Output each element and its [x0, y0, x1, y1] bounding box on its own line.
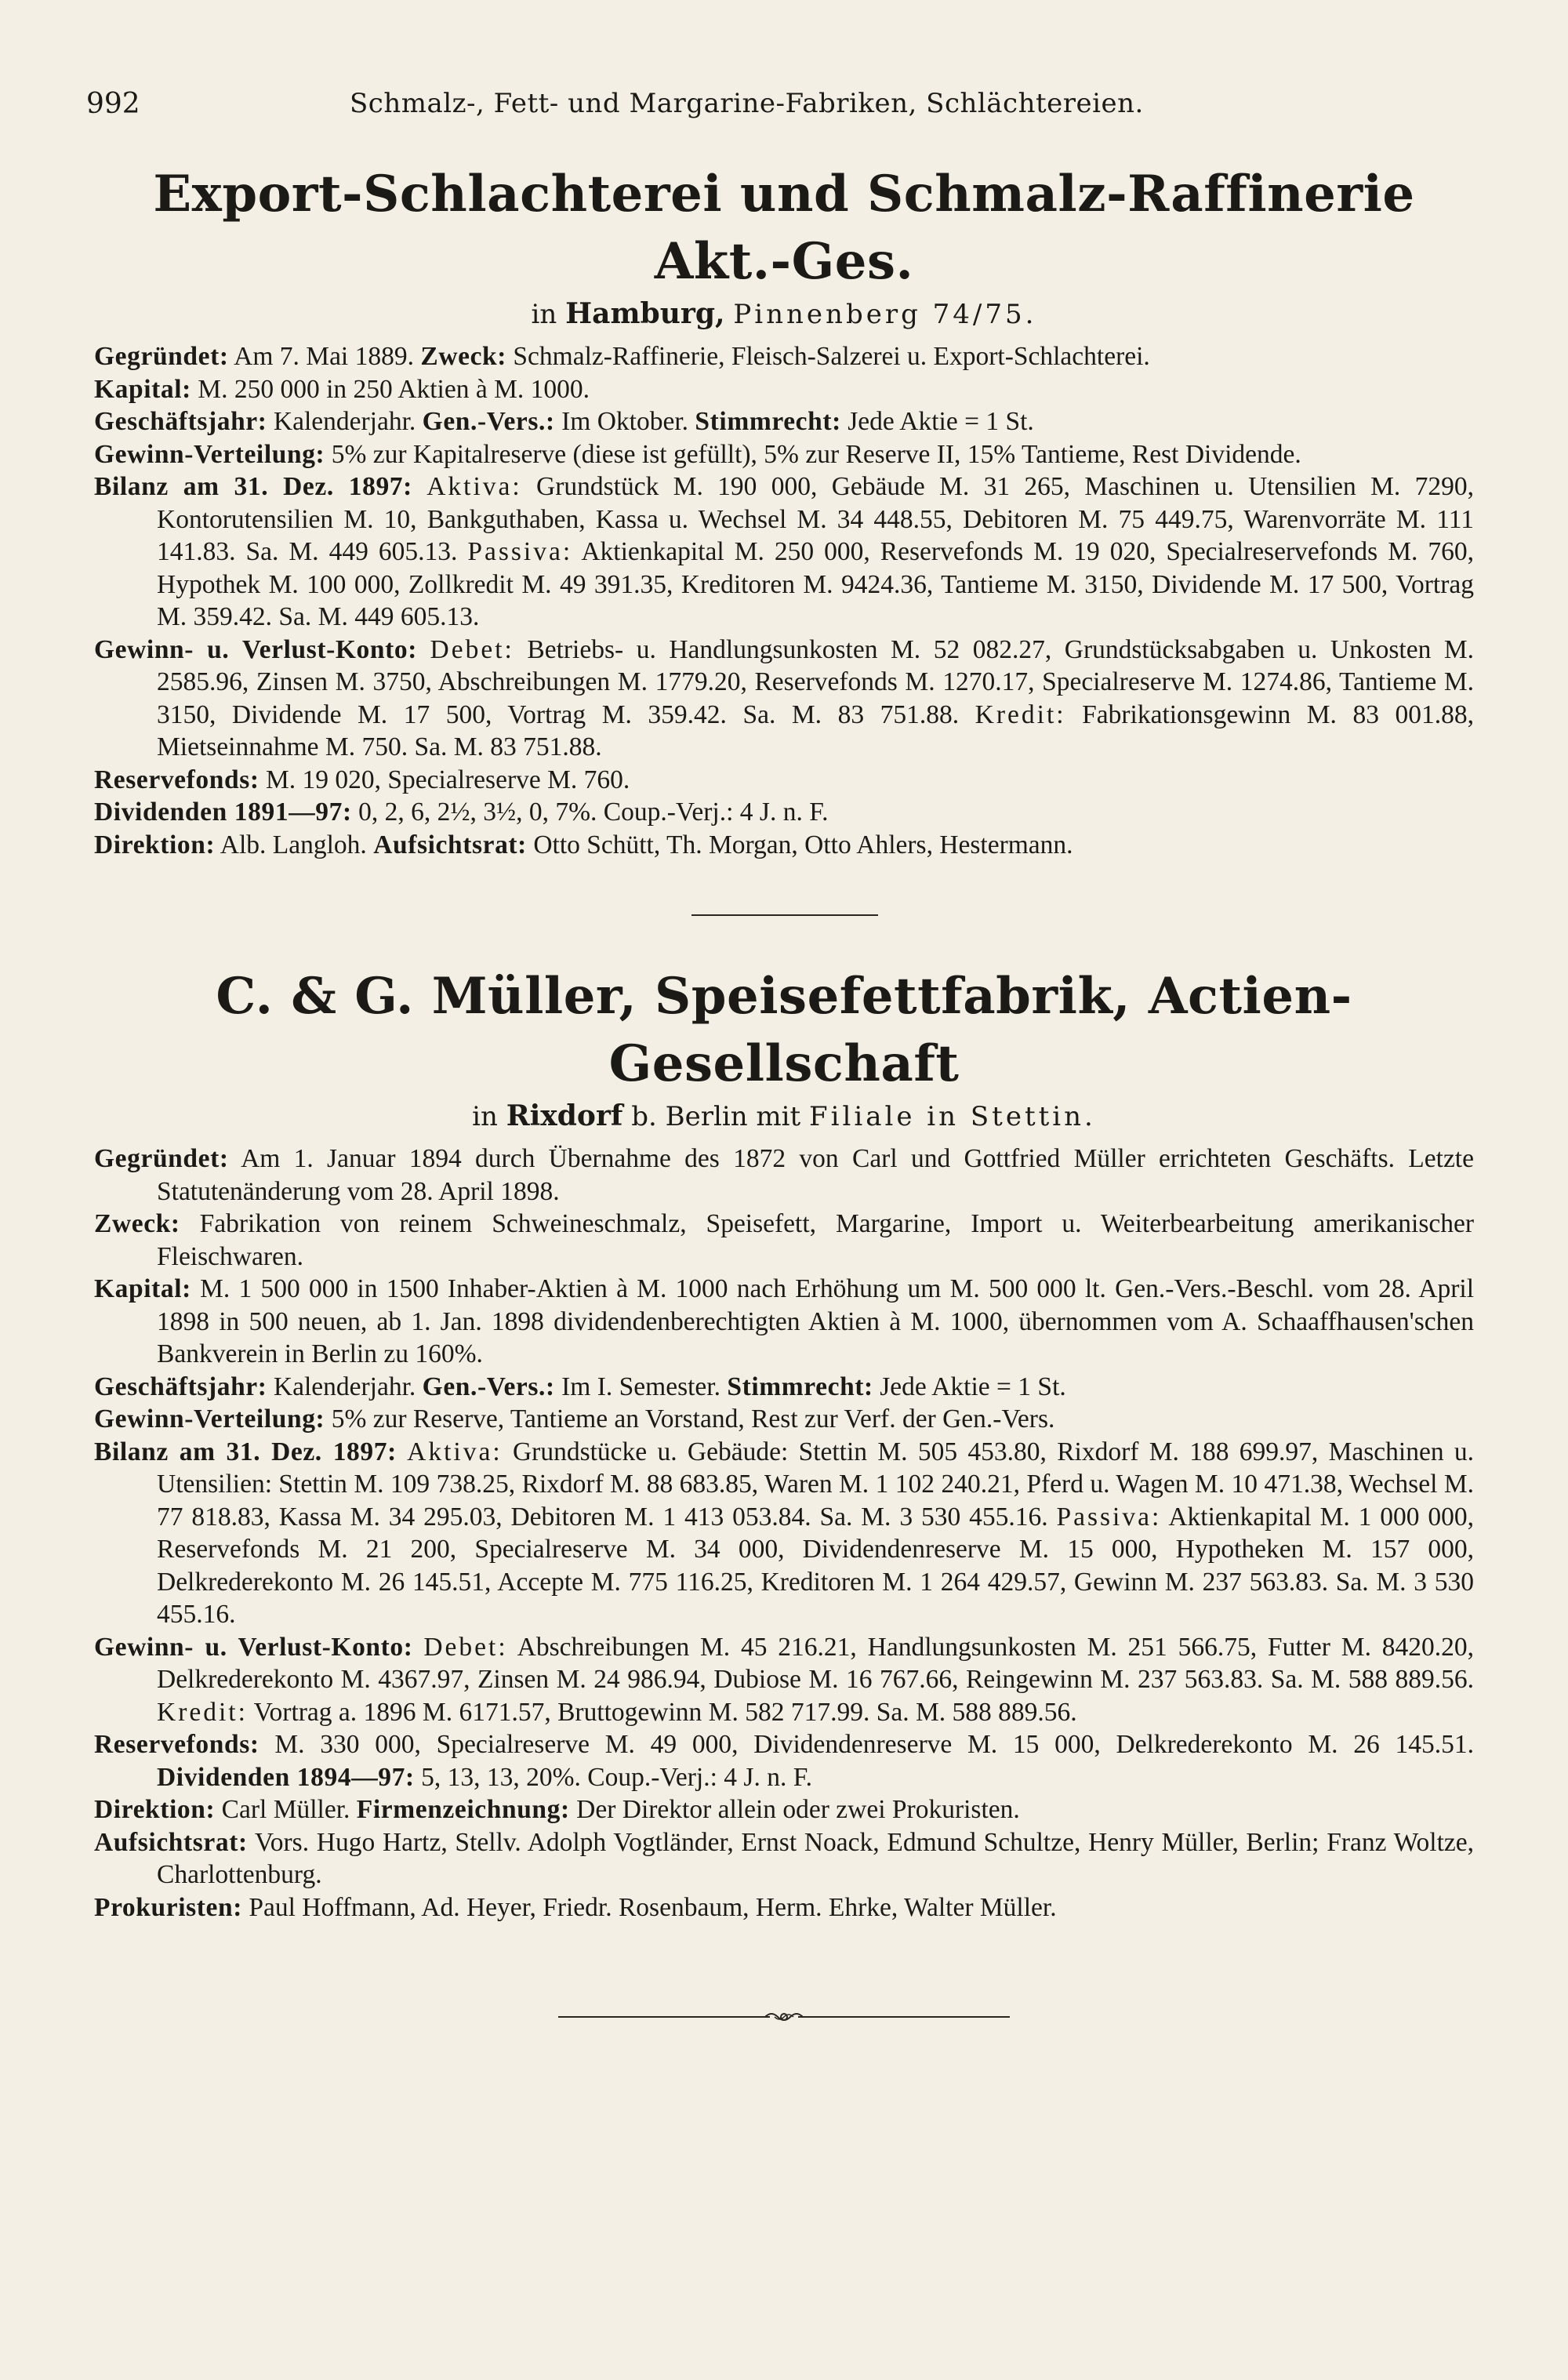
running-head — [86, 88, 1482, 129]
end-ornament — [558, 2008, 1010, 2026]
entry-purpose: Zweck: Fabrikation von reinem Schweineschmalz, Speisefett, Margarine, Import u. Weiterbearbeitung amerikanischer Fleischwaren. — [94, 1209, 1475, 1271]
section-divider — [691, 914, 878, 916]
entry-business-year: Geschäftsjahr: Kalenderjahr. Gen.-Vers.: Im Oktober. Stimmrecht: Jede Aktie = 1 St. — [94, 407, 1034, 436]
city: Rixdorf — [506, 1099, 623, 1132]
entry-supervisory-board: Aufsichtsrat: Vors. Hugo Hartz, Stellv. Adolph Vogtländer, Ernst Noack, Edmund Schultze, Henry Müller, Berlin; Franz Woltze, Charlottenburg. — [94, 1827, 1474, 1889]
company-title: Export-Schlachterei und Schmalz-Raffinerie Akt.-Ges. — [153, 165, 1415, 291]
company-location: in Rixdorf b. Berlin mit Filiale in Stettin. — [472, 1099, 1096, 1132]
entry-business-year: Geschäftsjahr: Kalenderjahr. Gen.-Vers.: Im I. Semester. Stimmrecht: Jede Aktie = 1 St. — [94, 1372, 1066, 1401]
entry-capital: Kapital: M. 250 000 in 250 Aktien à M. 1000. — [94, 374, 590, 404]
entry-profit-distribution: Gewinn-Verteilung: 5% zur Kapitalreserve (diese ist gefüllt), 5% zur Reserve II, 15% Tantieme, Rest Dividende. — [94, 439, 1301, 469]
company-title: C. & G. Müller, Speisefettfabrik, Actien-Gesellschaft — [216, 967, 1352, 1093]
entry-balance-sheet: Bilanz am 31. Dez. 1897: Aktiva: Grundstücke u. Gebäude: Stettin M. 505 453.80, Rixdorf M. 188 699.97, Maschinen u. Utensilien: Stettin M. 109 738.25, Rixdorf M. 88 683.85, Waren M. 1 102 240.21, Pferd u. Wagen M. 10 471.38, Wechsel M. 77 818.83, Kassa M. 34 295.03, Debitoren M. 1 413 053.84. Sa. M. 3 530 455.16. Passiva: Aktienkapital M. 1 000 000, Reservefonds M. 21 200, Specialreserve M. 34 000, Dividendenreserve M. 15 000, Hypotheken M. 157 000, Delkrederekonto M. 26 145.51, Accepte M. 775 116.25, Kreditoren M. 1 264 429.57, Gewinn M. 237 563.83. Sa. M. 3 530 455.16. — [94, 1437, 1475, 1629]
entry-reserve-funds: Reservefonds: M. 330 000, Specialreserve M. 49 000, Dividendenreserve M. 15 000, Delkrederekonto M. 26 145.51. Dividenden 1894—97: 5, 13, 13, 20%. Coup.-Verj.: 4 J. n. F. — [94, 1730, 1474, 1792]
entry-balance-sheet: Bilanz am 31. Dez. 1897: Aktiva: Grundstück M. 190 000, Gebäude M. 31 265, Maschinen u. Utensilien M. 7290, Kontorutensilien M. 10, Bankguthaben, Kassa u. Wechsel M. 34 448.55, Debitoren M. 75 449.75, Warenvorräte M. 111 141.83. Sa. M. 449 605.13. Passiva: Aktienkapital M. 250 000, Reservefonds M. 19 020, Specialreservefonds M. 760, Hypothek M. 100 000, Zollkredit M. 49 391.35, Kreditoren M. 9424.36, Tantieme M. 3150, Dividende M. 17 500, Vortrag M. 359.42. Sa. M. 449 605.13. — [94, 472, 1474, 631]
article-export-schlachterei — [94, 161, 1474, 861]
entry-authorized-signatories: Prokuristen: Paul Hoffmann, Ad. Heyer, Friedr. Rosenbaum, Herm. Ehrke, Walter Müller. — [94, 1892, 1057, 1922]
entry-founding: Gegründet: Am 1. Januar 1894 durch Übernahme des 1872 von Carl und Gottfried Müller errichteten Geschäfts. Letzte Statutenänderung vom 28. April 1898. — [94, 1144, 1474, 1206]
entry-profit-distribution: Gewinn-Verteilung: 5% zur Reserve, Tantieme an Vorstand, Rest zur Verf. der Gen.-Vers. — [94, 1404, 1055, 1433]
entry-management: Direktion: Carl Müller. Firmenzeichnung: Der Direktor allein oder zwei Prokuristen. — [94, 1795, 1020, 1824]
entry-management: Direktion: Alb. Langloh. Aufsichtsrat: Otto Schütt, Th. Morgan, Otto Ahlers, Hestermann. — [94, 830, 1073, 859]
entry-dividends: Dividenden 1891—97: 0, 2, 6, 2½, 3½, 0, 7%. Coup.-Verj.: 4 J. n. F. — [94, 798, 829, 827]
entry-profit-loss: Gewinn- u. Verlust-Konto: Debet: Betriebs- u. Handlungsunkosten M. 52 082.27, Grundstücksabgaben u. Unkosten M. 2585.96, Zinsen M. 3750, Abschreibungen M. 1779.20, Reservefonds M. 1270.17, Specialreserve M. 1274.86, Tantieme M. 3150, Dividende M. 17 500, Vortrag M. 359.42. Sa. M. 83 751.88. Kredit: Fabrikationsgewinn M. 83 001.88, Mietseinnahme M. 750. Sa. M. 83 751.88. — [94, 634, 1475, 761]
entry-founding: Gegründet: Am 7. Mai 1889. Zweck: Schmalz-Raffinerie, Fleisch-Salzerei u. Export-Schlachterei. — [94, 342, 1150, 371]
article-mueller-speisefett — [94, 963, 1474, 1924]
city: Hamburg, — [565, 297, 725, 330]
entry-profit-loss: Gewinn- u. Verlust-Konto: Debet: Abschreibungen M. 45 216.21, Handlungsunkosten M. 251 566.75, Futter M. 8420.20, Delkrederekonto M. 4367.97, Zinsen M. 24 986.94, Dubiose M. 16 767.66, Reingewinn M. 237 563.83. Sa. M. 588 889.56. Kredit: Vortrag a. 1896 M. 6171.57, Bruttogewinn M. 582 717.99. Sa. M. 588 889.56. — [94, 1632, 1475, 1727]
entry-reserve-funds: Reservefonds: M. 19 020, Specialreserve M. 760. — [94, 765, 630, 794]
page-number: 992 — [86, 88, 140, 120]
running-title: Schmalz-, Fett- und Margarine-Fabriken, Schlächtereien. — [350, 88, 1144, 119]
company-location: in Hamburg, Pinnenberg 74/75. — [531, 297, 1037, 330]
entry-capital: Kapital: M. 1 500 000 in 1500 Inhaber-Aktien à M. 1000 nach Erhöhung um M. 500 000 lt. Gen.-Vers.-Beschl. vom 28. April 1898 in 500 neuen, ab 1. Jan. 1898 dividendenberechtigten Aktien à M. 1000, übernommen vom A. Schaaffhausen'schen Bankverein in Berlin zu 160%. — [94, 1274, 1474, 1368]
